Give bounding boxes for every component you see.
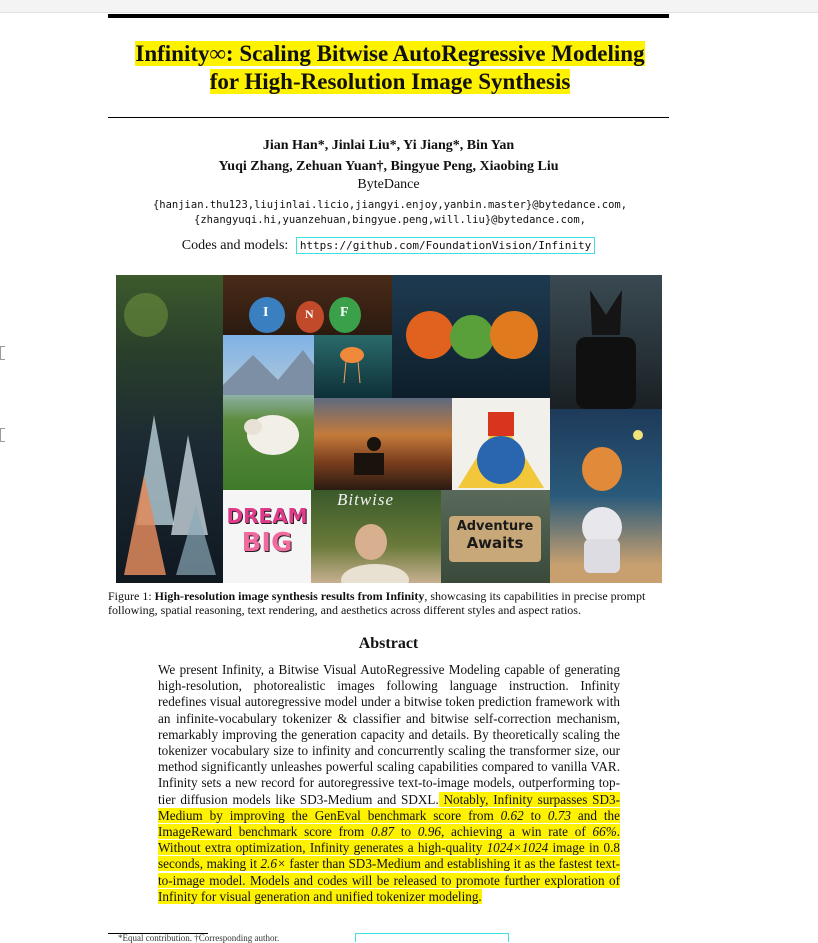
- hl-value: 1024×1024: [486, 840, 549, 856]
- ball-cube-shapes: [452, 398, 550, 490]
- puppet-shapes: [392, 275, 550, 398]
- hl-value: 66%: [592, 824, 617, 840]
- codes-link[interactable]: https://github.com/FoundationVision/Infinity: [296, 237, 595, 254]
- awaits-text: Awaits: [466, 534, 524, 552]
- hl-text: to: [394, 824, 418, 840]
- abstract-plain: We present Infinity, a Bitwise Visual AutoRegressive Modeling capable of generating high-resolution, photorealistic images following language instruction. Infinity redefines visual autoregressive model under a bitwise token prediction framework with an infinite-vocabulary tokenizer & classifier and bitwise self-correction mechanism, remarkably improving the generation capacity and details. By theoretically scaling the tokenizer vocabulary size to infinity and concurrently scaling the transformer size, our method significantly unleashes powerful scaling capabilities compared to vanilla VAR. Infinity sets a new record for autoregressive text-to-image models, outperforming top-tier diffusion models like SD3-Medium and SDXL.: [158, 662, 620, 807]
- hl-text: image in 0.8 seconds, making it: [158, 840, 620, 872]
- hl-value: 0.73: [547, 807, 571, 823]
- sunset-bench-image: [314, 398, 452, 490]
- jellyfish-shape: [314, 335, 392, 398]
- hl-value: 0.87: [371, 824, 395, 840]
- ball-cube-image: [452, 398, 550, 490]
- portrait-shape: [311, 490, 441, 583]
- adventure-text: Adventure: [456, 519, 534, 534]
- authors-line-1: Jian Han*, Jinlai Liu*, Yi Jiang*, Bin Yan: [262, 138, 515, 153]
- astronaut-shapes: [550, 409, 662, 583]
- hl-text: and the ImageReward benchmark score from: [158, 807, 620, 840]
- sheep-meadow-image: [223, 335, 314, 490]
- figure-shape: [550, 275, 662, 409]
- bitwise-text: Bitwise: [337, 490, 395, 509]
- adventure-sign-image: [441, 490, 550, 583]
- hl-value: 2.6×: [260, 856, 286, 872]
- dream-big-image: [223, 490, 311, 583]
- crystal-shapes: [116, 275, 223, 583]
- hl-text: , achieving a win rate of: [440, 824, 593, 840]
- footnote-link-box[interactable]: [355, 933, 509, 942]
- page-edge-marker: [0, 428, 5, 442]
- bottle-letter-n: N: [305, 307, 314, 321]
- hl-text: Notably, Infinity surpasses SD3-Medium by improving the GenEval benchmark score from: [158, 791, 620, 823]
- author-emails: [90, 198, 690, 228]
- dream-text: DREAM: [226, 504, 308, 528]
- crystals-image: [116, 275, 223, 583]
- hl-text: . Without extra optimization, Infinity generates a high-quality: [158, 824, 620, 856]
- paper-title: [90, 40, 690, 96]
- astronaut-horse-image: [550, 409, 662, 583]
- caption-rest: , showcasing its capabilities in precise prompt following, spatial reasoning, text rendering, and aesthetics across different styles and aspect ratios.: [108, 589, 646, 617]
- hl-value: 0.96: [417, 824, 441, 840]
- bench-shape: [314, 398, 452, 490]
- viewer-top-strip: [0, 0, 818, 13]
- caption-bold: High-resolution image synthesis results from Infinity: [154, 589, 425, 603]
- bitwise-portrait-image: [311, 490, 441, 583]
- codes-label: Codes and models:: [181, 238, 289, 253]
- codes-and-models: [108, 238, 669, 254]
- abstract-body: [158, 662, 620, 905]
- title-bottom-rule: [108, 117, 669, 118]
- authors-line-2: Yuqi Zhang, Zehuan Yuan†, Bingyue Peng, Xiaobing Liu: [218, 159, 559, 174]
- title-line-2: for High-Resolution Image Synthesis: [209, 69, 571, 94]
- bottle-shapes: [223, 275, 392, 335]
- affiliation: ByteDance: [357, 177, 420, 192]
- big-text: BIG: [241, 528, 293, 558]
- sign-board: [449, 516, 541, 562]
- emails-line-2: {zhangyuqi.hi,yuanzehuan,bingyue.peng,will.liu}@bytedance.com,: [194, 214, 586, 226]
- hl-text: faster than SD3-Medium and establishing it as the fastest text-to-image model. Models and codes will be released to promote further exploration of Infinity for visual generation and unified tokenizer modeling.: [158, 856, 621, 904]
- page-edge-marker: [0, 346, 5, 360]
- footnote-text: *Equal contribution. †Corresponding author.: [118, 933, 280, 943]
- potion-bottles-image: [223, 275, 392, 335]
- author-list: [108, 135, 669, 177]
- figure-1-caption: [108, 589, 674, 617]
- jellyfish-image: [314, 335, 392, 398]
- puppets-image: [392, 275, 550, 398]
- abstract-heading: Abstract: [358, 635, 419, 652]
- bottle-letter-i: I: [263, 305, 269, 320]
- masked-figure-image: [550, 275, 662, 409]
- sheep-shape: [223, 335, 314, 490]
- emails-line-1: {hanjian.thu123,liujinlai.licio,jiangyi.enjoy,yanbin.master}@bytedance.com,: [152, 199, 628, 211]
- bottle-letter-f: F: [340, 305, 349, 320]
- hl-text: to: [523, 807, 548, 823]
- caption-prefix: Figure 1:: [108, 589, 155, 603]
- abstract-highlight: [158, 792, 620, 904]
- figure-1-collage: [116, 275, 662, 583]
- title-top-rule: [108, 14, 669, 18]
- hl-value: 0.62: [500, 807, 524, 823]
- title-line-1: Infinity∞: Scaling Bitwise AutoRegressive Modeling: [135, 41, 645, 66]
